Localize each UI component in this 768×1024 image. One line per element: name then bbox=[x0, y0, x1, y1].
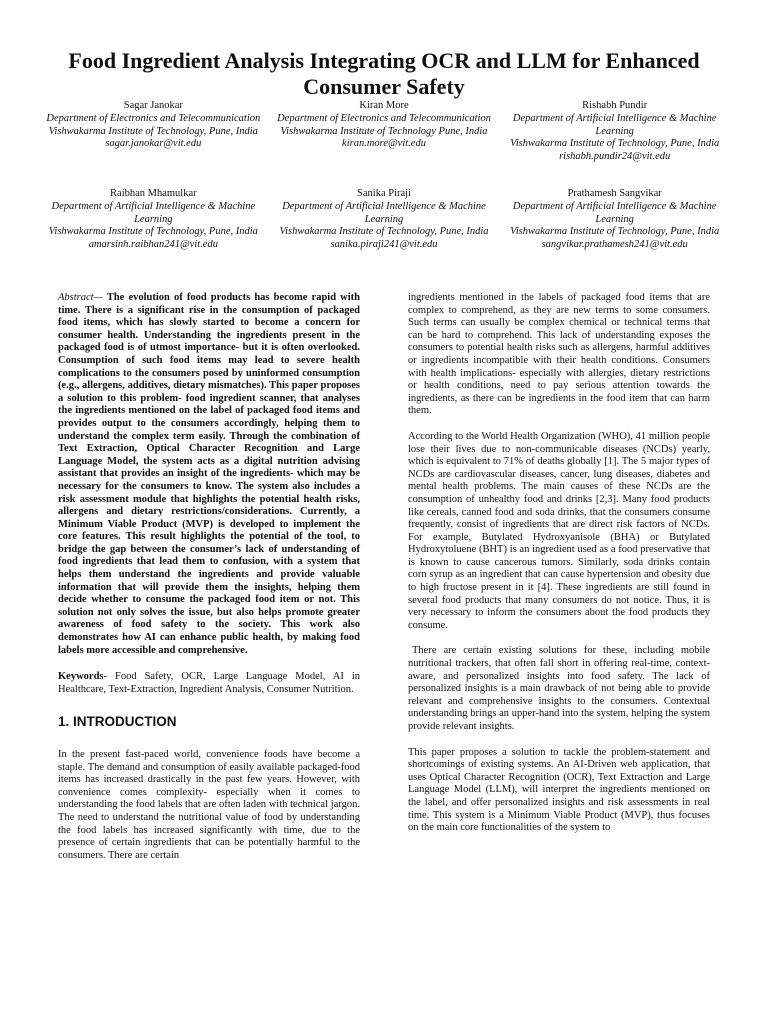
author-institution: Vishwakarma Institute of Technology Pune, India bbox=[280, 125, 488, 137]
author-department: Department of Artificial Intelligence & Machine Learning bbox=[512, 112, 717, 137]
paper-title: Food Ingredient Analysis Integrating OCR and LLM for Enhanced Consumer Safety bbox=[68, 48, 700, 99]
author-row-1 bbox=[38, 100, 730, 164]
author-name: Rishabh Pundir bbox=[582, 100, 648, 111]
author-department: Department of Electronics and Telecommunication bbox=[46, 112, 261, 124]
author-institution: Vishwakarma Institute of Technology, Pune, India bbox=[48, 226, 258, 238]
author-institution: Vishwakarma Institute of Technology, Pune, India bbox=[510, 226, 720, 238]
author-row-2 bbox=[38, 188, 730, 252]
author-block bbox=[38, 188, 269, 252]
left-column bbox=[58, 292, 360, 862]
section-heading-introduction: 1. INTRODUCTION bbox=[58, 714, 177, 730]
author-email: rishabh.pundir24@vit.edu bbox=[559, 151, 671, 163]
abstract-label: Abstract— bbox=[58, 292, 103, 303]
intro-paragraph: In the present fast-paced world, convenience foods have become a staple. The demand and consumption of easily available packaged-food items has increased drastically in the past few years. However, with convenience comes complexity- especially when it comes to understanding the food labels that are often laden with technical jargon. The need to understand the nutritional value of food by understanding the food labels has increased significantly with time, due to the presence of certain ingredients that can be potentially harmful to the consumers. There are certain bbox=[58, 749, 360, 861]
body-paragraph: ingredients mentioned in the labels of packaged food items that are complex to comprehend, as they are new terms to some consumers. Such terms can usually be complex chemical or technical terms that can be hard to comprehend. This lack of understanding exposes the consumers to potential health risks such as allergens, harmful additives or ingredients incompatible with their health conditions. Consumers with health implications- especially with allergies, dietary restrictions or health conditions, need to pay serious attention towards the ingredients, as there can be ingredients in the food item that can harm them. bbox=[408, 292, 710, 417]
keywords-text: - Food Safety, OCR, Large Language Model, AI in Healthcare, Text-Extraction, Ingredient Analysis, Consumer Nutrition. bbox=[58, 671, 360, 695]
author-block bbox=[499, 188, 730, 252]
abstract-text: The evolution of food products has become rapid with time. There is a significant rise in the consumption of packaged food items, which has slowly started to become a concern for consumer health. Understanding the ingredients present in the packaged food is of utmost importance- but it is often overlooked. Consumption of such food items may lead to severe health complications to the consumers posed by uninformed consumption (e.g., allergens, additives, dietary mismatches). This paper proposes a solution to this problem- food ingredient scanner, that analyses the ingredients mentioned on the label of packaged food items and provides output to the consumers accordingly, helping them to understand the complex term easily. Through the combination of Text Extraction, Optical Character Recognition and Large Language Model, the system acts as a digital nutrition advising assistant that provides an insight of the ingredients- which may be necessary for the consumers to know. The system also includes a risk assessment module that highlights the potential health risks, allergens and dietary restrictions/considerations. Currently, a Minimum Viable Product (MVP) is developed to implement the core features. This result highlights the potential of the tool, to bridge the gap between the consumer’s lack of understanding of food ingredients that lead them to confusion, with a system that helps them understand the ingredients and provide valuable information that will provide them the insights, helping them decide whether to consume the packaged food item or not. This solution not only solves the issue, but also helps promote greater awareness of food safety to the society. This work also demonstrates how AI can enhance public health, by making food labels more accessible and comprehensive. bbox=[58, 292, 360, 656]
body-paragraph: According to the World Health Organization (WHO), 41 million people lose their lives due to non-communicable diseases (NCDs) yearly, which is equivalent to 71% of deaths globally [1]. The 5 major types of NCDs are cardiovascular diseases, cancer, lung diseases, diabetes and mental health problems. The main causes of these NCDs are the consumption of unhealthy food and drinks [2,3]. Many food products like cereals, canned food and soda drinks, that the consumers consume frequently, consist of ingredients that are direct risk factors of NCDs. For example, Butylated Hydroxyanisole (BHA) or Butylated Hydroxytoluene (BHT) is an ingredient used as a food preservative that is known to cause cancerous tumors. Similarly, soda drinks contain corn syrup as an ingredient that can cause hypertension and obesity due to high fructose present in it [4]. These ingredients are still found in several food products that many consumers do not notice. Thus, it is very necessary to inform the consumers about the food products they consume. bbox=[408, 430, 710, 631]
author-name: Kiran More bbox=[359, 100, 409, 111]
right-column bbox=[408, 292, 710, 835]
author-name: Sanika Piraji bbox=[357, 188, 411, 199]
author-name: Raibhan Mhamulkar bbox=[110, 188, 197, 199]
author-institution: Vishwakarma Institute of Technology, Pune, India bbox=[48, 125, 258, 137]
body-paragraph: There are certain existing solutions for these, including mobile nutritional trackers, that often fall short in offering real-time, context-aware, and personalized insights into food safety. The lack of personalized insights is a main drawback of not being able to provide relevant and comprehensive insights to the consumers. Contextual understanding brings an upper-hand into the system, helping the system provide relevant insights. bbox=[408, 645, 710, 732]
author-institution: Vishwakarma Institute of Technology, Pune, India bbox=[510, 138, 720, 150]
author-department: Department of Artificial Intelligence & Machine Learning bbox=[51, 200, 256, 225]
author-block bbox=[269, 100, 500, 164]
abstract bbox=[58, 292, 360, 657]
body-paragraph: This paper proposes a solution to tackle the problem-statement and shortcomings of existing systems. An AI-Driven web application, that uses Optical Character Recognition (OCR), Text Extraction and Large Language Model (LLM), will interpret the ingredients mentioned on the label, and offer personalized insights and risk assessments in real time. This system is a Minimum Viable Product (MVP), thus focuses on the main core functionalities of the system to bbox=[408, 746, 710, 834]
author-email: sagar.janokar@vit.edu bbox=[105, 138, 202, 150]
author-department: Department of Electronics and Telecommunication bbox=[277, 112, 491, 124]
author-department: Department of Artificial Intelligence & Machine Learning bbox=[512, 200, 717, 225]
author-email: sangvikar.prathamesh241@vit.edu bbox=[541, 239, 688, 251]
author-institution: Vishwakarma Institute of Technology, Pune, India bbox=[279, 226, 489, 238]
author-department: Department of Artificial Intelligence & Machine Learning bbox=[282, 200, 486, 225]
keywords bbox=[58, 671, 360, 696]
author-name: Sagar Janokar bbox=[123, 100, 183, 111]
author-block bbox=[38, 100, 269, 164]
author-block bbox=[499, 100, 730, 164]
author-email: kiran.more@vit.edu bbox=[342, 138, 426, 150]
author-email: amarsinh.raibhan241@vit.edu bbox=[88, 239, 218, 251]
keywords-label: Keywords bbox=[58, 671, 104, 683]
author-name: Prathamesh Sangvikar bbox=[567, 188, 662, 199]
author-email: sanika.piraji241@vit.edu bbox=[330, 239, 438, 251]
author-block bbox=[269, 188, 500, 252]
